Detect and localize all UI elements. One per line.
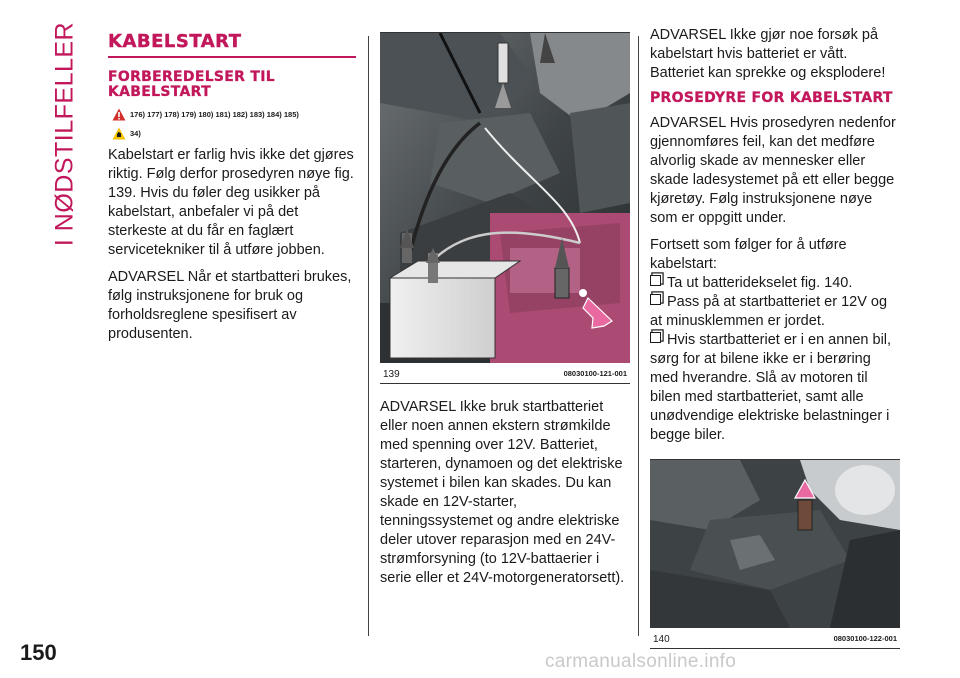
caution-hand-icon [112, 127, 126, 140]
figure-140-image [650, 459, 900, 628]
figure-140-caption [650, 628, 900, 649]
caution-refs-row [112, 127, 356, 140]
column-1 [108, 32, 356, 352]
subsection-title: FORBEREDELSER TIL KABELSTART [108, 69, 276, 100]
checkbox-bullet-icon [650, 332, 661, 343]
column-divider-1 [368, 36, 369, 636]
warning-refs-row [112, 108, 356, 121]
column-2 [380, 32, 630, 596]
step-2-text: Pass på at startbatteriet er 12V og at minusklemmen er jordet. [650, 294, 888, 329]
warning-triangle-icon [112, 108, 126, 121]
figure-140 [650, 459, 900, 649]
page-number: 150 [20, 640, 57, 665]
step-3 [650, 331, 900, 445]
column-divider-2 [638, 36, 639, 636]
step-3-text: Hvis startbatteriet er i en annen bil, sørg for at bilene ikke er i berøring med hverandre. Slå av motoren til bilen med startbatteriet, samt alle unødvendige elektriske belastninger i begge biler. [650, 332, 892, 443]
step-1 [650, 274, 900, 293]
column-3 [650, 26, 900, 649]
step-2 [650, 293, 900, 331]
procedure-warning: ADVARSEL Hvis prosedyren nedenfor gjennomføres feil, kan det medføre alvorlig skade av mennesker eller skade ladesystemet på ett eller begge kjøretøy. Følg instruksjonene nøye som er oppgitt under. [650, 115, 896, 226]
figure-139-number: 139 [383, 369, 400, 380]
figure-140-number: 140 [653, 634, 670, 645]
figure-139 [380, 32, 630, 384]
checkbox-bullet-icon [650, 294, 661, 305]
procedure-heading: PROSEDYRE FOR KABELSTART [650, 90, 893, 106]
section-side-tab-label: I NØDSTILFELLER [50, 21, 79, 247]
title-rule [108, 56, 356, 58]
voltage-warning-paragraph: ADVARSEL Ikke bruk startbatteriet eller noen annen ekstern strømkilde med spenning over 12V. Batteriet, starteren, dynamoen og det elektriske systemet i bilen kan skades. Du kan skade en 12V-starter, tenningssystemet og andre elektriske deler utover reparasjon med en 24V-strømforsyning (to 12V-battaerier i serie eller et 24V-motorgeneratorsett). [380, 399, 625, 586]
intro-paragraph: Kabelstart er farlig hvis ikke det gjøres riktig. Følg derfor prosedyren nøye fig. 139. Hvis du føler deg usikker på kabelstart, anbefaler vi på det sterkeste at du får en faglært servicetekniker til å utføre jobben. [108, 147, 354, 258]
figure-139-image [380, 32, 630, 363]
warning-paragraph: ADVARSEL Når et startbatteri brukes, følg instruksjonene for bruk og forholdsreglene spesifisert av produsenten. [108, 269, 352, 342]
warning-refs: 176) 177) 178) 179) 180) 181) 182) 183) 184) 185) [130, 110, 299, 119]
section-title: KABELSTART [108, 31, 242, 52]
battery-cover-illustration [650, 460, 900, 628]
figure-140-code: 08030100-122-001 [833, 634, 897, 643]
caution-refs: 34) [130, 129, 141, 138]
step-1-text: Ta ut batteridekselet fig. 140. [667, 275, 853, 291]
figure-139-code: 08030100-121-001 [563, 369, 627, 378]
checkbox-bullet-icon [650, 275, 661, 286]
jump-start-illustration [380, 33, 630, 363]
section-side-tab [50, 21, 79, 247]
procedure-intro: Fortsett som følger for å utføre kabelstart: [650, 237, 847, 272]
wet-battery-warning: ADVARSEL Ikke gjør noe forsøk på kabelstart hvis batteriet er vått. Batteriet kan sprekke og eksplodere! [650, 27, 886, 81]
figure-139-caption [380, 363, 630, 384]
watermark: carmanualsonline.info [545, 651, 737, 672]
